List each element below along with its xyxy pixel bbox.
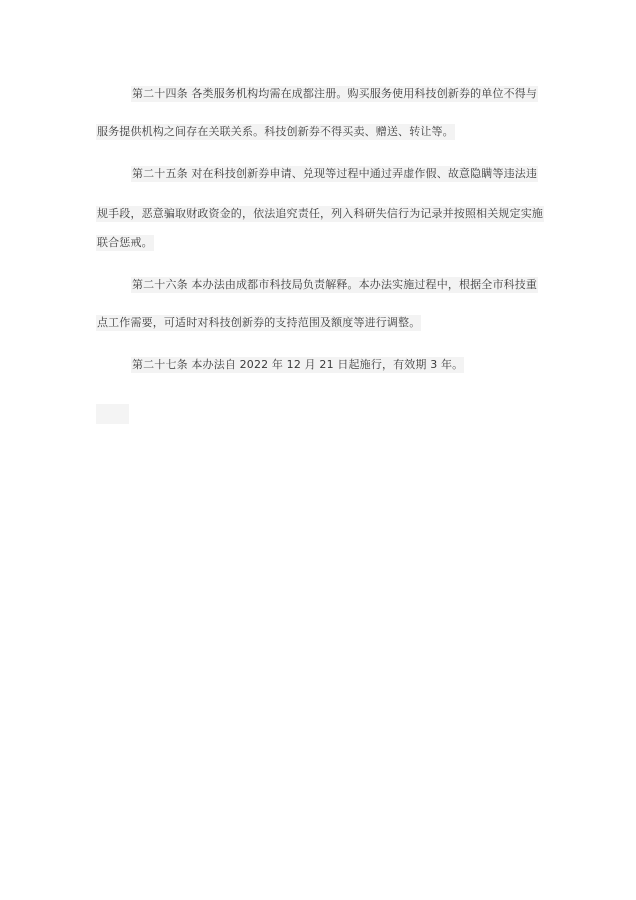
text-line: 第二十六条 本办法由成都市科技局负责解释。本办法实施过程中，根据全市科技重 [132, 278, 538, 291]
text-line: 第二十四条 各类服务机构均需在成都注册。购买服务使用科技创新券的单位不得与 [132, 87, 538, 100]
article-27-line-1 [131, 358, 464, 372]
text-line: 第二十五条 对在科技创新券申请、兑现等过程中通过弄虚作假、故意隐瞒等违法违 [132, 167, 538, 180]
text-line: 联合惩戒。 [97, 236, 153, 249]
text-line: 点工作需要，可适时对科技创新券的支持范围及额度等进行调整。 [97, 316, 421, 329]
text-line: 第二十七条 本办法自 2022 年 12 月 21 日起施行，有效期 3 年。 [132, 358, 464, 371]
text-line: 服务提供机构之间存在关联关系。科技创新券不得买卖、赠送、转让等。 [97, 125, 454, 138]
article-24-line-2 [96, 125, 455, 139]
article-24-line-1 [131, 87, 538, 101]
article-25-line-3 [96, 236, 154, 250]
text-line: 规手段，恶意骗取财政资金的，依法追究责任，列入科研失信行为记录并按照相关规定实施 [97, 207, 543, 220]
blank-highlight-box [96, 404, 129, 424]
article-26-line-2 [96, 316, 421, 330]
article-25-line-2 [96, 207, 544, 221]
article-26-line-1 [131, 278, 538, 292]
article-25-line-1 [131, 167, 538, 181]
